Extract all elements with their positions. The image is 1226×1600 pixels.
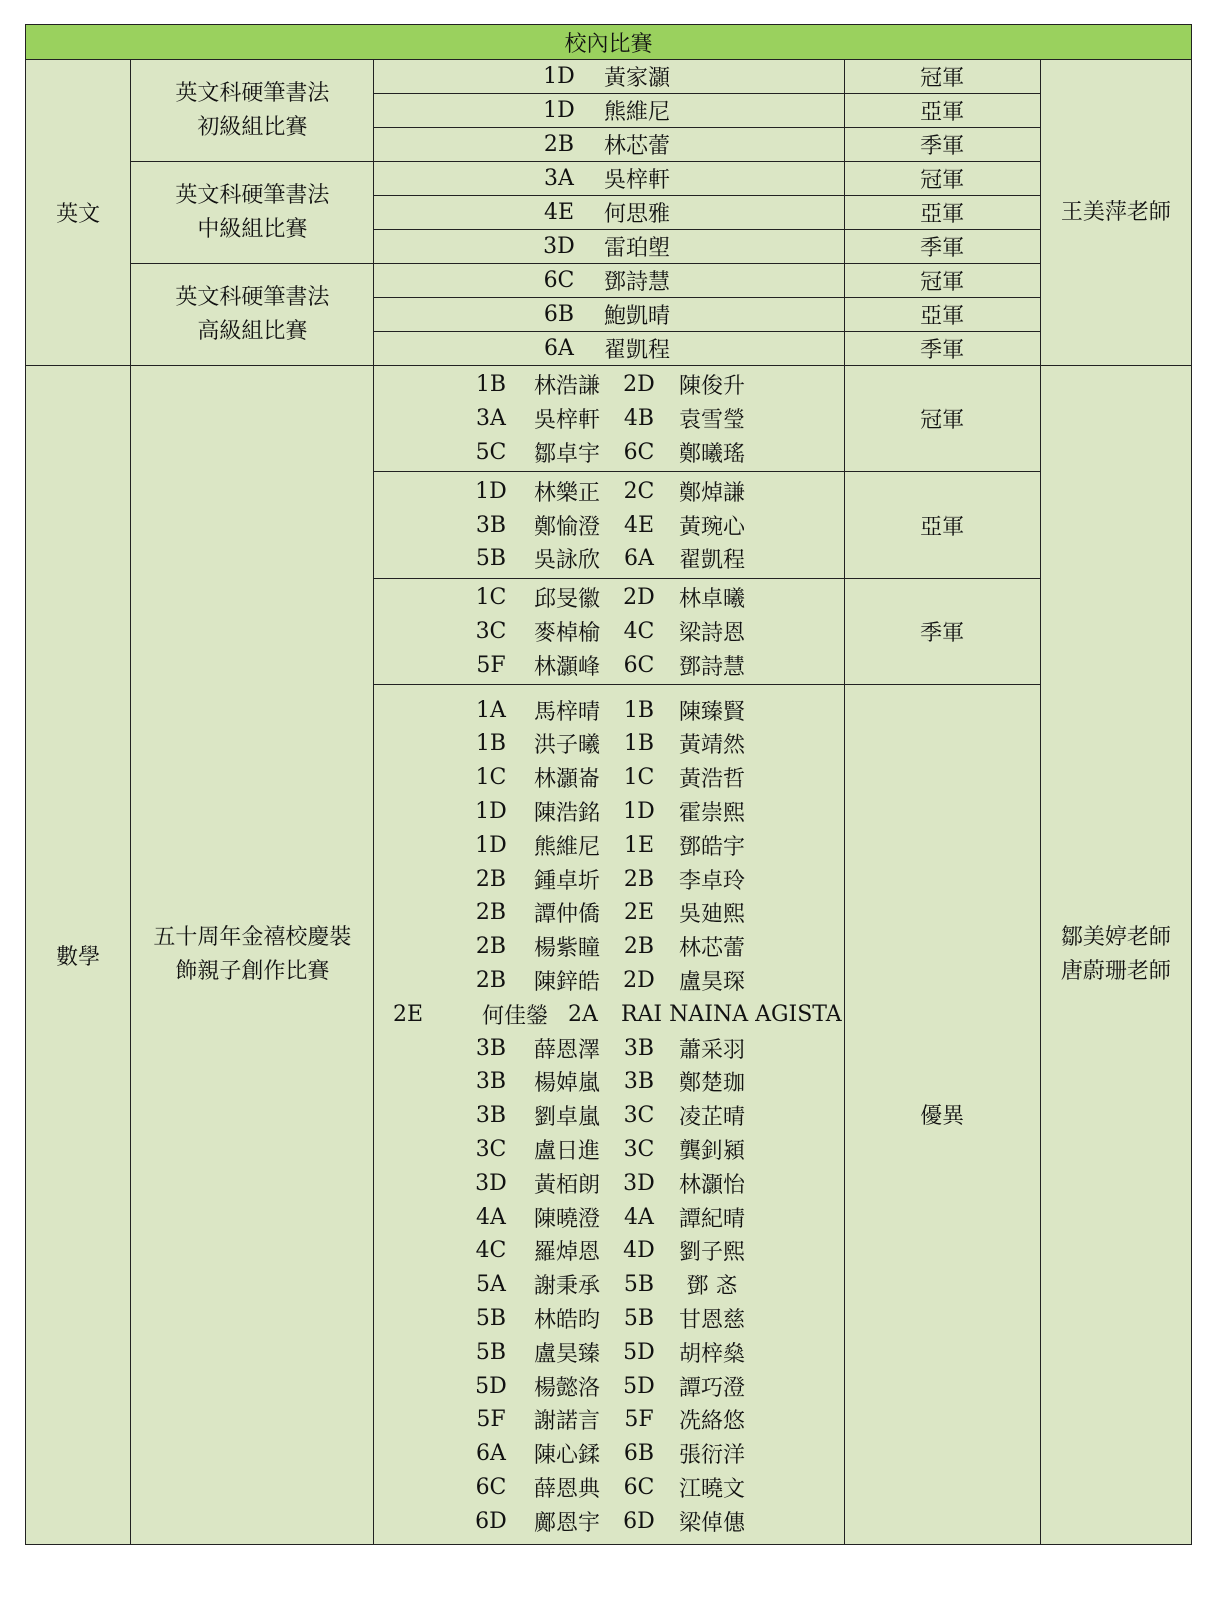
student-cell bbox=[374, 162, 844, 196]
class-label: 3B bbox=[475, 1103, 507, 1129]
student-name: 熊維尼 bbox=[603, 100, 670, 125]
student-pair-row bbox=[374, 508, 843, 542]
class-label: 1C bbox=[475, 765, 507, 791]
student-name: 麥棹榆 bbox=[533, 620, 600, 646]
student-name: 譚仲僑 bbox=[533, 902, 600, 928]
teacher-name-line1: 鄒美婷老師 bbox=[1060, 925, 1171, 951]
student-name: 鮑凱晴 bbox=[603, 304, 670, 329]
student-name: 鄺恩宇 bbox=[533, 1510, 600, 1536]
student-pair-row bbox=[374, 615, 843, 649]
student-cell bbox=[374, 94, 844, 128]
student-name: 謝諾言 bbox=[533, 1409, 600, 1435]
student-entry bbox=[374, 128, 843, 161]
class-label: 1D bbox=[475, 478, 507, 504]
student-name: 鄭曦瑤 bbox=[678, 441, 745, 467]
student-pair-row bbox=[374, 930, 843, 964]
awards-sheet bbox=[25, 24, 1192, 1559]
student-name: 鄒卓宇 bbox=[533, 441, 600, 467]
class-label: 2D bbox=[623, 585, 655, 611]
award-cell: 冠軍 bbox=[844, 264, 1040, 298]
class-label: 6B bbox=[623, 1441, 655, 1467]
class-label: 3B bbox=[475, 1069, 507, 1095]
student-cell bbox=[374, 196, 844, 230]
class-label: 3D bbox=[623, 1170, 655, 1196]
student-entry bbox=[374, 94, 843, 127]
class-label: 5F bbox=[476, 1407, 506, 1433]
award-cell: 亞軍 bbox=[844, 94, 1040, 128]
class-label: 5D bbox=[475, 1373, 507, 1399]
student-name: 劉子熙 bbox=[678, 1240, 745, 1266]
class-label: 5B bbox=[475, 546, 507, 572]
student-name: 陳鋅皓 bbox=[533, 969, 600, 995]
class-label: 6D bbox=[623, 1508, 655, 1534]
student-cell bbox=[374, 128, 844, 162]
student-name: 林灝怡 bbox=[678, 1172, 745, 1198]
class-label: 3B bbox=[475, 512, 507, 538]
student-pair-row bbox=[374, 648, 843, 682]
teacher-cell: 王美萍老師 bbox=[1040, 60, 1191, 366]
class-label: 5D bbox=[623, 1339, 655, 1365]
student-entry bbox=[374, 230, 843, 263]
student-name: 凌芷晴 bbox=[678, 1105, 745, 1131]
class-label: 5D bbox=[623, 1373, 655, 1399]
student-pair-row bbox=[374, 1166, 843, 1200]
table-title: 校內比賽 bbox=[26, 25, 1192, 60]
class-label: 5B bbox=[623, 1305, 655, 1331]
student-name: 林皓昀 bbox=[533, 1307, 600, 1333]
student-list-cell bbox=[374, 366, 844, 472]
student-pair-row bbox=[374, 1302, 843, 1336]
student-name: 黃家灝 bbox=[603, 66, 670, 91]
class-label: 2B bbox=[475, 900, 507, 926]
student-cell bbox=[374, 264, 844, 298]
subject-cell: 英文 bbox=[26, 60, 131, 366]
student-name: 黃靖然 bbox=[678, 733, 745, 759]
student-name: 鄭愉澄 bbox=[533, 514, 600, 540]
class-label: 5F bbox=[624, 1407, 654, 1433]
award-cell: 季軍 bbox=[844, 578, 1040, 684]
student-pair-row bbox=[374, 1369, 843, 1403]
class-label: 4A bbox=[476, 1204, 506, 1230]
student-name: 林浩謙 bbox=[533, 374, 600, 400]
english-entry-row bbox=[26, 264, 1192, 298]
class-label: 3D bbox=[543, 234, 575, 259]
student-name: 雷珀塱 bbox=[603, 236, 670, 261]
student-pair-row bbox=[374, 474, 843, 508]
competition-name-line2: 初級組比賽 bbox=[197, 114, 308, 140]
student-entry bbox=[374, 332, 843, 365]
student-name: 李卓玲 bbox=[678, 868, 745, 894]
student-cell bbox=[374, 298, 844, 332]
student-name: 甘恩慈 bbox=[678, 1307, 745, 1333]
class-label: 4E bbox=[543, 200, 575, 225]
student-pair-row bbox=[374, 693, 843, 727]
class-label: 4E bbox=[623, 512, 655, 538]
class-label: 3B bbox=[475, 1035, 507, 1061]
student-entry bbox=[374, 60, 843, 93]
student-pair-row bbox=[374, 1504, 843, 1538]
class-label: 3C bbox=[475, 618, 507, 644]
class-label: 2C bbox=[623, 478, 655, 504]
class-label: 3C bbox=[623, 1136, 655, 1162]
competition-name-line2: 中級組比賽 bbox=[197, 216, 308, 242]
student-name: 林灝峰 bbox=[533, 654, 600, 680]
class-label: 4C bbox=[475, 1238, 507, 1264]
student-cell bbox=[374, 60, 844, 94]
award-cell: 亞軍 bbox=[844, 472, 1040, 578]
class-label: 4C bbox=[623, 618, 655, 644]
student-name: 盧昊琛 bbox=[678, 969, 745, 995]
student-name: 譚巧澄 bbox=[678, 1375, 745, 1401]
award-cell: 冠軍 bbox=[844, 60, 1040, 94]
class-label: 3A bbox=[476, 406, 506, 432]
class-label: 6D bbox=[475, 1508, 507, 1534]
award-cell: 冠軍 bbox=[844, 366, 1040, 472]
class-label: 3B bbox=[623, 1035, 655, 1061]
student-name: 謝秉承 bbox=[533, 1274, 600, 1300]
class-label: 3C bbox=[475, 1136, 507, 1162]
student-list-cell bbox=[374, 472, 844, 578]
competition-name-line1: 五十周年金禧校慶裝 bbox=[153, 925, 352, 951]
student-pair-row bbox=[374, 828, 843, 862]
class-label: 3A bbox=[544, 166, 574, 191]
student-name: 陳俊升 bbox=[678, 374, 745, 400]
awards-table bbox=[25, 24, 1192, 1545]
class-label: 1B bbox=[623, 731, 655, 757]
student-pair-row bbox=[374, 1031, 843, 1065]
student-name: 江曉文 bbox=[678, 1476, 745, 1502]
student-pair-row bbox=[374, 1133, 843, 1167]
class-label: 6C bbox=[623, 439, 655, 465]
class-label: 1C bbox=[475, 585, 507, 611]
student-name: 薛恩典 bbox=[533, 1476, 600, 1502]
student-name: 梁倬僡 bbox=[678, 1510, 745, 1536]
student-name: 龔釗潁 bbox=[678, 1138, 745, 1164]
class-label: 1D bbox=[475, 832, 507, 858]
student-name: 吳詠欣 bbox=[533, 548, 600, 574]
class-label: 5F bbox=[476, 652, 506, 678]
student-name: 吳廸熙 bbox=[678, 902, 745, 928]
student-entry bbox=[374, 264, 843, 297]
student-pair-row bbox=[374, 1403, 843, 1437]
class-label: 1D bbox=[543, 98, 575, 123]
competition-name-line2: 飾親子創作比賽 bbox=[175, 959, 330, 985]
student-pair-row bbox=[374, 1335, 843, 1369]
student-name: 洪子曦 bbox=[533, 733, 600, 759]
class-label: 2B bbox=[475, 866, 507, 892]
class-label: 3C bbox=[623, 1103, 655, 1129]
student-name: 黃琬心 bbox=[678, 514, 745, 540]
student-name: 鄧詩慧 bbox=[603, 270, 670, 295]
student-name: 鄭焯謙 bbox=[678, 480, 745, 506]
award-cell: 優異 bbox=[844, 685, 1040, 1545]
student-pair-row bbox=[374, 1437, 843, 1471]
class-label: 6C bbox=[623, 1474, 655, 1500]
student-name: 何佳鎣 bbox=[481, 1003, 548, 1029]
class-label: 6C bbox=[543, 268, 575, 293]
student-name: 吳梓軒 bbox=[533, 408, 600, 434]
class-label: 2B bbox=[475, 967, 507, 993]
teacher-cell bbox=[1040, 366, 1191, 1545]
student-entry bbox=[374, 196, 843, 229]
student-pair-row bbox=[374, 1200, 843, 1234]
student-name: 邱旻徽 bbox=[533, 587, 600, 613]
student-name: 陳臻賢 bbox=[678, 699, 745, 725]
class-label: 2B bbox=[623, 934, 655, 960]
class-label: 2D bbox=[623, 372, 655, 398]
competition-name-line1: 英文科硬筆書法 bbox=[175, 284, 330, 310]
student-pair-row bbox=[374, 1471, 843, 1505]
class-label: 5B bbox=[475, 1339, 507, 1365]
class-label: 2B bbox=[543, 132, 575, 157]
student-name: 霍崇熙 bbox=[678, 800, 745, 826]
subject-cell: 數學 bbox=[26, 366, 131, 1545]
award-cell: 亞軍 bbox=[844, 196, 1040, 230]
student-name: 劉卓嵐 bbox=[533, 1105, 600, 1131]
class-label: 2A bbox=[568, 1001, 598, 1027]
student-pair-row bbox=[374, 402, 843, 436]
class-label: 4B bbox=[623, 406, 655, 432]
student-name: 張衍洋 bbox=[678, 1443, 745, 1469]
student-entry bbox=[374, 298, 843, 331]
class-label: 1E bbox=[623, 832, 655, 858]
student-pair-row bbox=[374, 1065, 843, 1099]
competition-name-line1: 英文科硬筆書法 bbox=[175, 80, 330, 106]
student-name: 林芯蕾 bbox=[678, 936, 745, 962]
class-label: 1B bbox=[623, 697, 655, 723]
class-label: 1D bbox=[543, 64, 575, 89]
student-name: 梁詩恩 bbox=[678, 620, 745, 646]
student-name: 鄧 忞 bbox=[686, 1274, 738, 1300]
student-pair-row bbox=[374, 997, 843, 1031]
student-name: 袁雪瑩 bbox=[678, 408, 745, 434]
student-name: RAI NAINA AGISTA bbox=[620, 1001, 842, 1027]
student-name: 熊維尼 bbox=[533, 834, 600, 860]
student-name: 林樂正 bbox=[533, 480, 600, 506]
student-name: 翟凱程 bbox=[603, 338, 670, 363]
award-cell: 亞軍 bbox=[844, 298, 1040, 332]
student-name: 羅焯恩 bbox=[533, 1240, 600, 1266]
student-pair-row bbox=[374, 1099, 843, 1133]
award-cell: 季軍 bbox=[844, 332, 1040, 366]
competition-name-cell bbox=[131, 264, 374, 366]
class-label: 6A bbox=[624, 546, 654, 572]
competition-name-line2: 高級組比賽 bbox=[197, 318, 308, 344]
class-label: 1A bbox=[476, 697, 506, 723]
student-name: 薛恩澤 bbox=[533, 1037, 600, 1063]
class-label: 6C bbox=[475, 1474, 507, 1500]
student-list-cell bbox=[374, 685, 844, 1545]
student-pair-row bbox=[374, 436, 843, 470]
student-name: 盧日進 bbox=[533, 1138, 600, 1164]
student-name: 楊婥嵐 bbox=[533, 1071, 600, 1097]
class-label: 5A bbox=[476, 1272, 506, 1298]
class-label: 5B bbox=[623, 1272, 655, 1298]
student-name: 黃栢朗 bbox=[533, 1172, 600, 1198]
english-entry-row bbox=[26, 162, 1192, 196]
student-name: 鄧詩慧 bbox=[678, 654, 745, 680]
student-list-cell bbox=[374, 578, 844, 684]
award-cell: 冠軍 bbox=[844, 162, 1040, 196]
student-name: 馬梓晴 bbox=[533, 699, 600, 725]
class-label: 4D bbox=[623, 1238, 655, 1264]
class-label: 4A bbox=[624, 1204, 654, 1230]
student-name: 陳心鍒 bbox=[533, 1443, 600, 1469]
class-label: 1B bbox=[475, 731, 507, 757]
award-cell: 季軍 bbox=[844, 128, 1040, 162]
student-pair-row bbox=[374, 542, 843, 576]
student-pair-row bbox=[374, 581, 843, 615]
student-pair-row bbox=[374, 1234, 843, 1268]
math-award-group-row bbox=[26, 366, 1192, 472]
class-label: 6B bbox=[543, 302, 575, 327]
class-label: 5B bbox=[475, 1305, 507, 1331]
student-pair-row bbox=[374, 964, 843, 998]
student-name: 鄭楚珈 bbox=[678, 1071, 745, 1097]
class-label: 5C bbox=[475, 439, 507, 465]
class-label: 1D bbox=[623, 798, 655, 824]
competition-name-cell bbox=[131, 60, 374, 162]
class-label: 6A bbox=[544, 336, 574, 361]
student-pair-row bbox=[374, 862, 843, 896]
student-name: 盧昊臻 bbox=[533, 1341, 600, 1367]
student-name: 鄧皓宇 bbox=[678, 834, 745, 860]
student-cell bbox=[374, 230, 844, 264]
class-label: 3B bbox=[623, 1069, 655, 1095]
student-name: 冼絡悠 bbox=[678, 1409, 745, 1435]
student-name: 林灝崙 bbox=[533, 767, 600, 793]
student-name: 胡梓燊 bbox=[678, 1341, 745, 1367]
student-name: 吳梓軒 bbox=[603, 168, 670, 193]
class-label: 1C bbox=[623, 765, 655, 791]
teacher-name-line2: 唐蔚珊老師 bbox=[1060, 959, 1171, 985]
student-name: 蕭采羽 bbox=[678, 1037, 745, 1063]
class-label: 3D bbox=[475, 1170, 507, 1196]
student-name: 林芯蕾 bbox=[603, 134, 670, 159]
english-entry-row bbox=[26, 60, 1192, 94]
student-name: 陳浩銘 bbox=[533, 800, 600, 826]
student-name: 楊懿洛 bbox=[533, 1375, 600, 1401]
award-cell: 季軍 bbox=[844, 230, 1040, 264]
student-name: 翟凱程 bbox=[678, 548, 745, 574]
student-name: 鍾卓圻 bbox=[533, 868, 600, 894]
class-label: 6A bbox=[476, 1441, 506, 1467]
class-label: 1D bbox=[475, 798, 507, 824]
student-pair-row bbox=[374, 1268, 843, 1302]
student-pair-row bbox=[374, 896, 843, 930]
student-pair-row bbox=[374, 727, 843, 761]
competition-name-cell bbox=[131, 162, 374, 264]
student-pair-row bbox=[374, 368, 843, 402]
class-label: 2D bbox=[623, 967, 655, 993]
student-name: 何思雅 bbox=[603, 202, 670, 227]
student-pair-row bbox=[374, 761, 843, 795]
student-name: 林卓曦 bbox=[678, 587, 745, 613]
student-entry bbox=[374, 162, 843, 195]
class-label: 2E bbox=[392, 1001, 424, 1027]
competition-name-line1: 英文科硬筆書法 bbox=[175, 182, 330, 208]
class-label: 2B bbox=[623, 866, 655, 892]
class-label: 6C bbox=[623, 652, 655, 678]
student-cell bbox=[374, 332, 844, 366]
class-label: 2E bbox=[623, 900, 655, 926]
competition-name-cell bbox=[131, 366, 374, 1545]
student-pair-row bbox=[374, 795, 843, 829]
class-label: 1B bbox=[475, 372, 507, 398]
student-name: 楊紫瞳 bbox=[533, 936, 600, 962]
class-label: 2B bbox=[475, 934, 507, 960]
student-name: 陳曉澄 bbox=[533, 1206, 600, 1232]
student-name: 譚紀晴 bbox=[678, 1206, 745, 1232]
student-name: 黃浩哲 bbox=[678, 767, 745, 793]
